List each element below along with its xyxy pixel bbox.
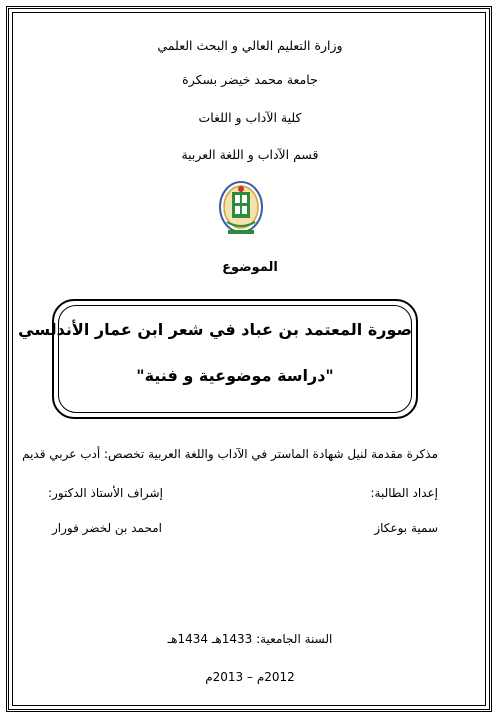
academic-year-gregorian: 2012م – 2013م bbox=[205, 670, 295, 684]
department-line: قسم الآداب و اللغة العربية bbox=[181, 147, 319, 162]
supervisor-label: إشراف الأستاذ الدكتور: bbox=[48, 486, 163, 500]
academic-year-hijri: السنة الجامعية: 1433هـ 1434هـ bbox=[167, 632, 333, 646]
faculty-line: كلية الآداب و اللغات bbox=[198, 110, 302, 125]
thesis-subtitle: "دراسة موضوعية و فنية" bbox=[136, 366, 334, 385]
thesis-title: صورة المعتمد بن عباد في شعر ابن عمار الأندلسي bbox=[18, 320, 412, 339]
university-seal-icon bbox=[218, 180, 264, 238]
memo-description: مذكرة مقدمة لنيل شهادة الماستر في الآداب واللغة العربية تخصص: أدب عربي قديم bbox=[22, 447, 438, 461]
prepared-by-label: إعداد الطالبة: bbox=[370, 486, 438, 500]
supervisor-name: امحمد بن لخضر فورار bbox=[52, 521, 162, 535]
subject-label: الموضوع bbox=[222, 260, 278, 275]
university-line: جامعة محمد خيضر بسكرة bbox=[182, 72, 318, 87]
ministry-line: وزارة التعليم العالي و البحث العلمي bbox=[157, 38, 343, 53]
student-name: سمية بوعكاز bbox=[374, 521, 438, 535]
